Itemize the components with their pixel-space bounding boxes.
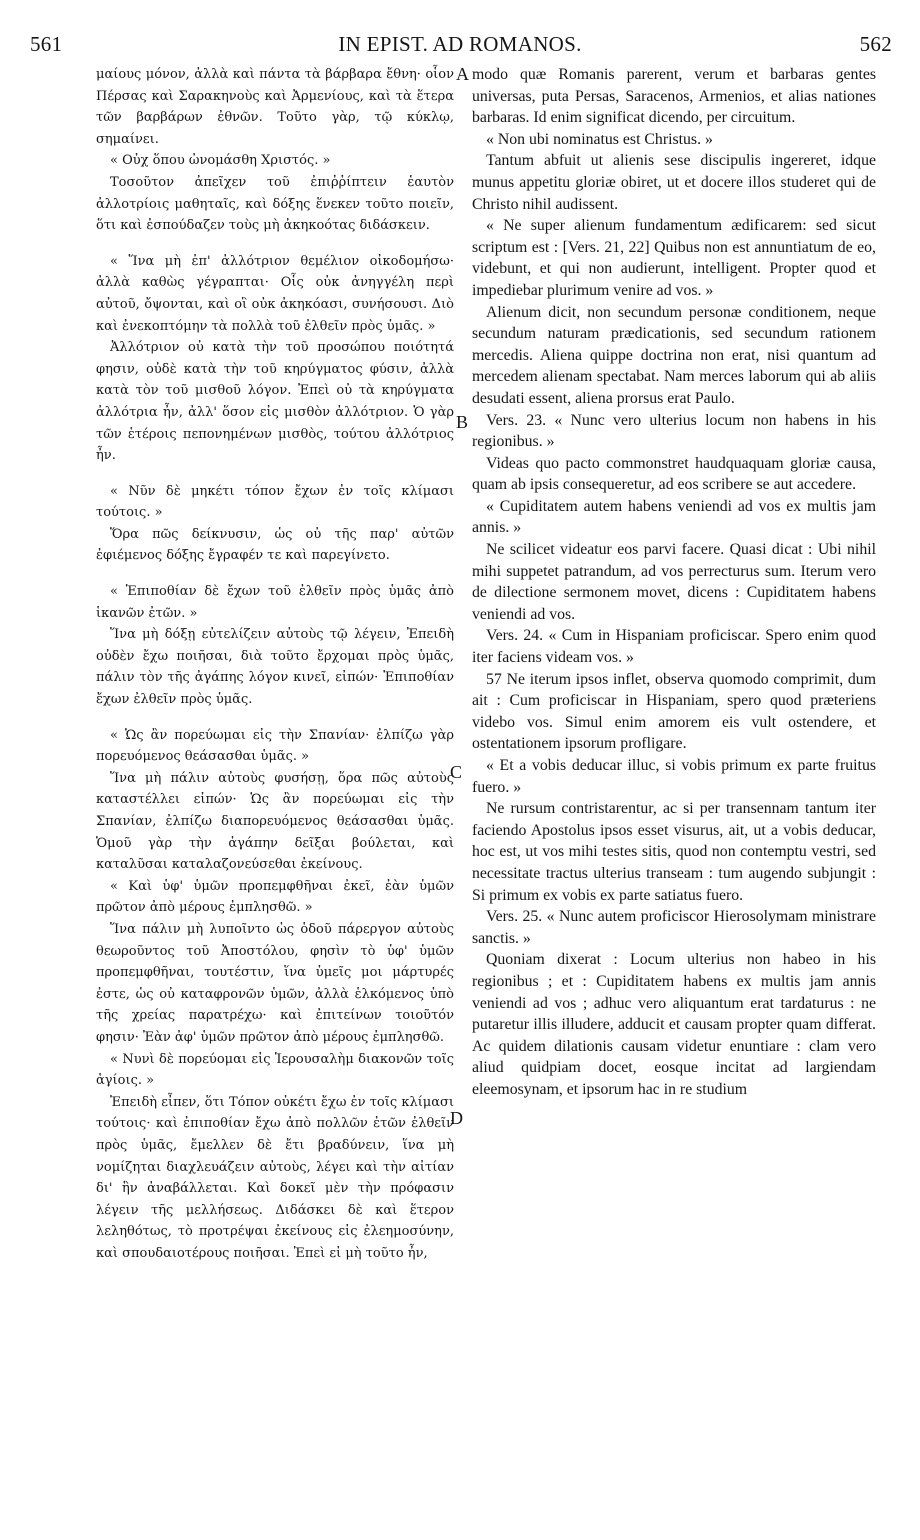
latin-paragraph: Vers. 25. « Nunc autem proficiscor Hierosolymam ministrare sanctis. »	[472, 908, 876, 947]
latin-paragraph: Vers. 23. « Nunc vero ulterius locum non habens in his regionibus. »	[472, 411, 876, 451]
greek-paragraph: « Νῦν δὲ μηκέτι τόπον ἔχων ἐν τοῖς κλίμασι τούτοις. »	[96, 483, 454, 521]
greek-paragraph: Ἵνα μὴ δόξῃ εὐτελίζειν αὐτοὺς τῷ λέγειν, Ἐπειδὴ οὐδὲν ἔχω ποιῆσαι, διὰ τοῦτο ἔρχομαι πρὸς ὑμᾶς, πάλιν τὸν τῆς ἀγάπης λόγον κινεῖ, εἰπών· Ἐπιποθίαν ἔχων ἐλθεῖν πρὸς ὑμᾶς.	[96, 627, 454, 708]
latin-paragraph: Vers. 24. « Cum in Hispaniam proficiscar. Spero enim quod iter faciens videam vos. »	[472, 627, 876, 667]
latin-column	[472, 64, 876, 1524]
latin-paragraph: Alienum dicit, non secundum personæ conditionem, neque secundum naturam prædicationis, sed secundum rationem mercedis. Aliena quippe doctrina non erat, nisi quantum ad mercedem alienam spectabat. Nam merces laborum qui ab aliis desudati essent, aliena prorsus erat Paulo.	[472, 303, 876, 407]
margin-marker-c: C	[450, 762, 463, 782]
greek-paragraph: « Ὡς ἂν πορεύωμαι εἰς τὴν Σπανίαν· ἐλπίζω γὰρ πορευόμενος θεάσασθαι ὑμᾶς. »	[96, 727, 454, 765]
greek-paragraph: « Καὶ ὑφ' ὑμῶν προπεμφθῆναι ἐκεῖ, ἐὰν ὑμῶν πρῶτον ἀπὸ μέρους ἐμπλησθῶ. »	[96, 878, 454, 916]
latin-paragraph: « Non ubi nominatus est Christus. »	[486, 130, 713, 148]
margin-marker-a: A	[456, 64, 469, 84]
latin-paragraph: 57 Ne iterum ipsos inflet, observa quomodo comprimit, dum ait : Cum proficiscar in Hispaniam, spero quod præteriens videbo vos. Simul enim amorem eis vult ostendere, et ostentationem ipsorum profligare.	[472, 670, 876, 753]
greek-paragraph: Ὅρα πῶς δείκνυσιν, ὡς οὐ τῆς παρ' αὐτῶν ἐφιέμενος δόξης ἔγραφέν τε καὶ παρεγίνετο.	[96, 526, 454, 564]
latin-paragraph: Ne rursum contristarentur, ac si per transennam tantum iter faciendo Apostolus ipsos esset visurus, ait, ut a vobis deducar, hoc est, ut vos mihi testes sitis, quod non contemptu vestri, sed necessitate tractus ulterius transeam : tum augendo subjungit : Si primum ex vobis ex parte satiatus fuero.	[472, 800, 876, 904]
latin-paragraph: « Ne super alienum fundamentum ædificarem: sed sicut scriptum est : [Vers. 21, 22] Quibus non est annuntiatum de eo, videbunt, et qui non audierunt, intelligent. Propter quod et impediebar plurimum venire ad vos. »	[472, 217, 876, 299]
running-title: IN EPIST. AD ROMANOS.	[338, 32, 582, 56]
latin-paragraph: Quoniam dixerat : Locum ulterius non habeo in his regionibus ; et : Cupiditatem habens ex multis jam annis veniendi ad vos ; adhuc vero aliquantum erat tardaturus : ne putaretur illis illudere, adducit et causam propter quam differat. Ac quidem dilationis causam videtur enuntiare : clam vero aliud quidpiam docet, eosque incitat ad largiendam eleemosynam, et ipsorum hac in re studium	[472, 951, 876, 1098]
latin-paragraph: Videas quo pacto commonstret haudquaquam gloriæ causa, quam ab ipsis consequeretur, ad eos scribere se aut accedere.	[472, 454, 876, 494]
greek-paragraph: « Ἐπιποθίαν δὲ ἔχων τοῦ ἐλθεῖν πρὸς ὑμᾶς ἀπὸ ἱκανῶν ἐτῶν. »	[96, 584, 454, 621]
greek-paragraph: μαίους μόνον, ἀλλὰ καὶ πάντα τὰ βάρβαρα ἔθνη· οἷον Πέρσας καὶ Σαρακηνοὺς καὶ Ἀρμενίους, καὶ τὰ ἕτερα τῶν βαρβάρων ἐθνῶν. Τοῦτο γὰρ, τῷ κύκλῳ, σημαίνει.	[96, 67, 454, 147]
margin-marker-b: B	[456, 412, 469, 432]
greek-paragraph: Ἀλλότριον οὐ κατὰ τὴν τοῦ προσώπου ποιότητά φησιν, οὐδὲ κατὰ τὴν τοῦ κηρύγματος φύσιν, ἀλλὰ κατὰ τὸν τοῦ μισθοῦ λόγον. Ἐπεὶ οὐ τὰ κηρύγματα ἀλλότρια ἦν, ἀλλ' ὅσον εἰς μισθὸν ἀλλότριον. Ὁ γὰρ τῶν ἑτέροις πεπονημένων μισθὸς, τούτου ἀλλότριος ἦν.	[96, 340, 454, 464]
greek-paragraph: Ἵνα μὴ πάλιν αὐτοὺς φυσήσῃ, ὅρα πῶς αὐτοὺς καταστέλλει εἰπών· Ὡς ἂν πορεύωμαι εἰς τὴν Σπανίαν, ἐλπίζω διαπορευόμενος θεάσασθαι ὑμᾶς. Ὁμοῦ γὰρ τὴν ἀγάπην δεῖξαι βούλεται, καὶ καταλῦσαι καταλαζονεύσεθαι ἐκείνους.	[96, 770, 454, 873]
latin-paragraph: Tantum abfuit ut alienis sese discipulis ingereret, idque munus appetitu gloriæ obiret, ut et docere illos studeret qui de Christo nihil audissent.	[472, 152, 876, 213]
greek-paragraph: « Ἵνα μὴ ἐπ' ἀλλότριον θεμέλιον οἰκοδομήσω· ἀλλὰ καθὼς γέγραπται· Οἷς οὐκ ἀνηγγέλη περὶ αὐτοῦ, ὄψονται, καὶ οἳ οὐκ ἀκηκόασι, συνήσουσι. Διὸ καὶ ἐνεκοπτόμην τὰ πολλὰ τοῦ ἐλθεῖν πρὸς ὑμᾶς. »	[96, 253, 454, 334]
greek-paragraph: Ἵνα πάλιν μὴ λυποῖντο ὡς ὁδοῦ πάρεργον αὐτοὺς θεωροῦντος τοῦ Ἀποστόλου, φησὶν τὸ ὑφ' ὑμῶν προπεμφθῆναι, τουτέστιν, ἵνα ὑμεῖς μοι μάρτυρές ἐστε, ὡς οὐ καταφρονῶν ὑμῶν, ἀλλὰ ἑλκόμενος ὑπὸ τῆς χρείας παρατρέχω· καὶ ἐπιτείνων τοιοῦτόν φησιν· Ἐὰν ἀφ' ὑμῶν πρῶτον ἀπὸ μέρους ἐμπλησθῶ.	[96, 921, 454, 1045]
right-page-number: 562	[859, 32, 892, 56]
left-page-number: 561	[30, 32, 63, 56]
latin-paragraph: modo quæ Romanis parerent, verum et barbaras gentes universas, puta Persas, Saracenos, Armenios, et alias nationes barbaras. Id enim significat dicendo, per circuitum.	[472, 66, 876, 127]
latin-paragraph: « Cupiditatem autem habens veniendi ad vos ex multis jam annis. »	[472, 497, 876, 537]
margin-marker-d: D	[450, 1108, 463, 1128]
greek-column	[96, 64, 454, 1524]
latin-paragraph: « Et a vobis deducar illuc, si vobis primum ex parte fruitus fuero. »	[472, 757, 876, 796]
greek-paragraph: « Νυνὶ δὲ πορεύομαι εἰς Ἱερουσαλὴμ διακονῶν τοῖς ἁγίοις. »	[96, 1051, 454, 1089]
page-header	[0, 0, 920, 60]
latin-paragraph: Ne scilicet videatur eos parvi facere. Quasi dicat : Ubi nihil mihi suppetet patrandum, ad vos perrecturus sum. Iterum vero de dilectione sermonem movet, dicens : Cupiditatem habens veniendi ad vos.	[472, 541, 876, 623]
greek-paragraph: Τοσοῦτον ἀπεῖχεν τοῦ ἐπιῤῥίπτειν ἑαυτὸν ἀλλοτρίοις μαθηταῖς, καὶ δόξης ἕνεκεν τοῦτο ποιεῖν, ὅτι καὶ ἐσπούδαζεν τοὺς μὴ ἀκηκοότας διδάσκειν.	[96, 174, 454, 234]
greek-paragraph: Ἐπειδὴ εἶπεν, ὅτι Τόπον οὐκέτι ἔχω ἐν τοῖς κλίμασι τούτοις· καὶ ἐπιποθίαν ἔχω ἀπὸ πολλῶν ἐτῶν ἐλθεῖν πρὸς ὑμᾶς, ἔμελλεν δὲ ἔτι βραδύνειν, ἵνα μὴ νομίζηται διαχλευάζειν αὐτοὺς, λέγει καὶ τὴν αἰτίαν δι' ἣν ἀναβάλλεται. Καὶ δοκεῖ μὲν τὴν πρόφασιν λέγειν τῆς μελλήσεως. Διδάσκει δὲ καὶ ἕτερον λεληθότως, τὸ προτρέψαι ἐκείνους εἰς ἐλεημοσύνην, καὶ σπουδαιοτέρους ποιῆσαι. Ἐπεὶ εἰ μὴ τοῦτο ἦν,	[96, 1094, 454, 1261]
greek-paragraph: « Οὐχ ὅπου ὠνομάσθη Χριστός. »	[110, 153, 331, 169]
